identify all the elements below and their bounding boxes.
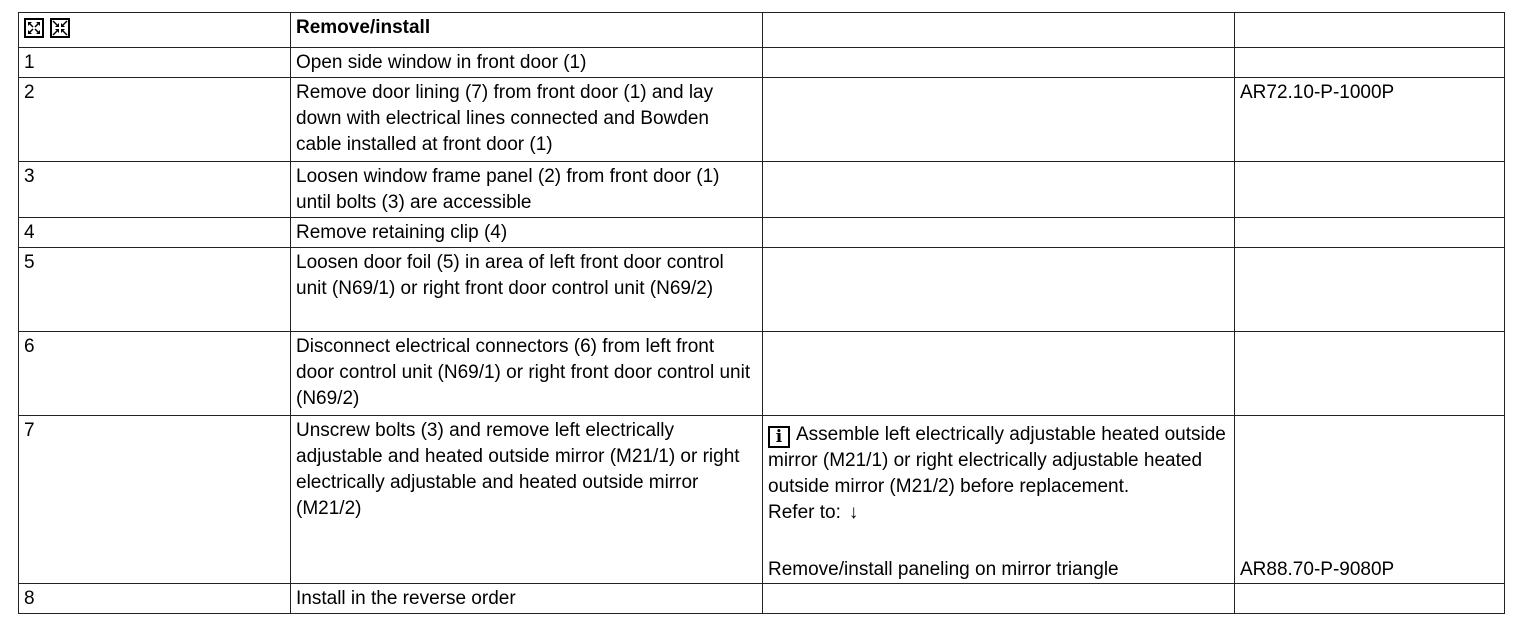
step-note bbox=[763, 78, 1235, 162]
step-text: Remove door lining (7) from front door (1) and lay down with electrical lines connected and Bowden cable installed at front door (1) bbox=[291, 78, 763, 162]
step-ref-link[interactable]: AR88.70-P-9080P bbox=[1240, 559, 1395, 580]
sub-step-text[interactable]: Remove/install paneling on mirror triangle bbox=[768, 559, 1119, 580]
step-note bbox=[763, 584, 1235, 614]
info-icon: i bbox=[768, 426, 790, 448]
refer-to-label: Refer to: bbox=[768, 502, 841, 523]
table-row bbox=[19, 48, 1505, 78]
table-row bbox=[19, 78, 1505, 162]
step-text: Open side window in front door (1) bbox=[291, 48, 763, 78]
table-row bbox=[19, 218, 1505, 248]
step-text: Remove retaining clip (4) bbox=[291, 218, 763, 248]
step-number: 6 bbox=[19, 332, 291, 416]
step-text: Unscrew bolts (3) and remove left electrically adjustable and heated outside mirror (M21/1) or right electrically adjustable and heated outside mirror (M21/2) bbox=[291, 416, 763, 584]
step-note bbox=[763, 218, 1235, 248]
step-note bbox=[763, 416, 1235, 584]
refer-to-line bbox=[768, 500, 1229, 526]
step-number: 2 bbox=[19, 78, 291, 162]
header-note-cell bbox=[763, 13, 1235, 48]
step-ref-link[interactable]: AR72.10-P-1000P bbox=[1235, 78, 1505, 162]
table-row bbox=[19, 332, 1505, 416]
step-number: 1 bbox=[19, 48, 291, 78]
step-note bbox=[763, 48, 1235, 78]
section-title: Remove/install bbox=[291, 13, 763, 48]
step-ref bbox=[1235, 48, 1505, 78]
table-row bbox=[19, 584, 1505, 614]
header-row bbox=[19, 13, 1505, 48]
step-number: 8 bbox=[19, 584, 291, 614]
step-text: Loosen door foil (5) in area of left front door control unit (N69/1) or right front door control unit (N69/2) bbox=[291, 248, 763, 332]
table-row bbox=[19, 162, 1505, 218]
table-row bbox=[19, 416, 1505, 584]
step-text: Disconnect electrical connectors (6) from left front door control unit (N69/1) or right front door control unit (N69/2) bbox=[291, 332, 763, 416]
expand-controls-cell bbox=[19, 13, 291, 48]
step-ref bbox=[1235, 584, 1505, 614]
step-number: 4 bbox=[19, 218, 291, 248]
step-text: Loosen window frame panel (2) from front door (1) until bolts (3) are accessible bbox=[291, 162, 763, 218]
step-note bbox=[763, 332, 1235, 416]
collapse-all-icon[interactable] bbox=[50, 18, 70, 38]
expand-all-icon[interactable] bbox=[24, 18, 44, 38]
step-ref bbox=[1235, 162, 1505, 218]
step-ref bbox=[1235, 218, 1505, 248]
header-ref-cell bbox=[1235, 13, 1505, 48]
step-note bbox=[763, 248, 1235, 332]
step-number: 7 bbox=[19, 416, 291, 584]
step-ref bbox=[1235, 248, 1505, 332]
table-row bbox=[19, 248, 1505, 332]
procedure-table bbox=[18, 12, 1505, 614]
note-text: Assemble left electrically adjustable heated outside mirror (M21/1) or right electrically adjustable heated outside mirror (M21/2) before replacement. bbox=[768, 424, 1226, 497]
step-ref bbox=[1235, 416, 1505, 584]
step-note bbox=[763, 162, 1235, 218]
step-ref bbox=[1235, 332, 1505, 416]
arrow-down-icon[interactable]: ↓ bbox=[848, 502, 859, 523]
step-number: 5 bbox=[19, 248, 291, 332]
step-number: 3 bbox=[19, 162, 291, 218]
step-text: Install in the reverse order bbox=[291, 584, 763, 614]
